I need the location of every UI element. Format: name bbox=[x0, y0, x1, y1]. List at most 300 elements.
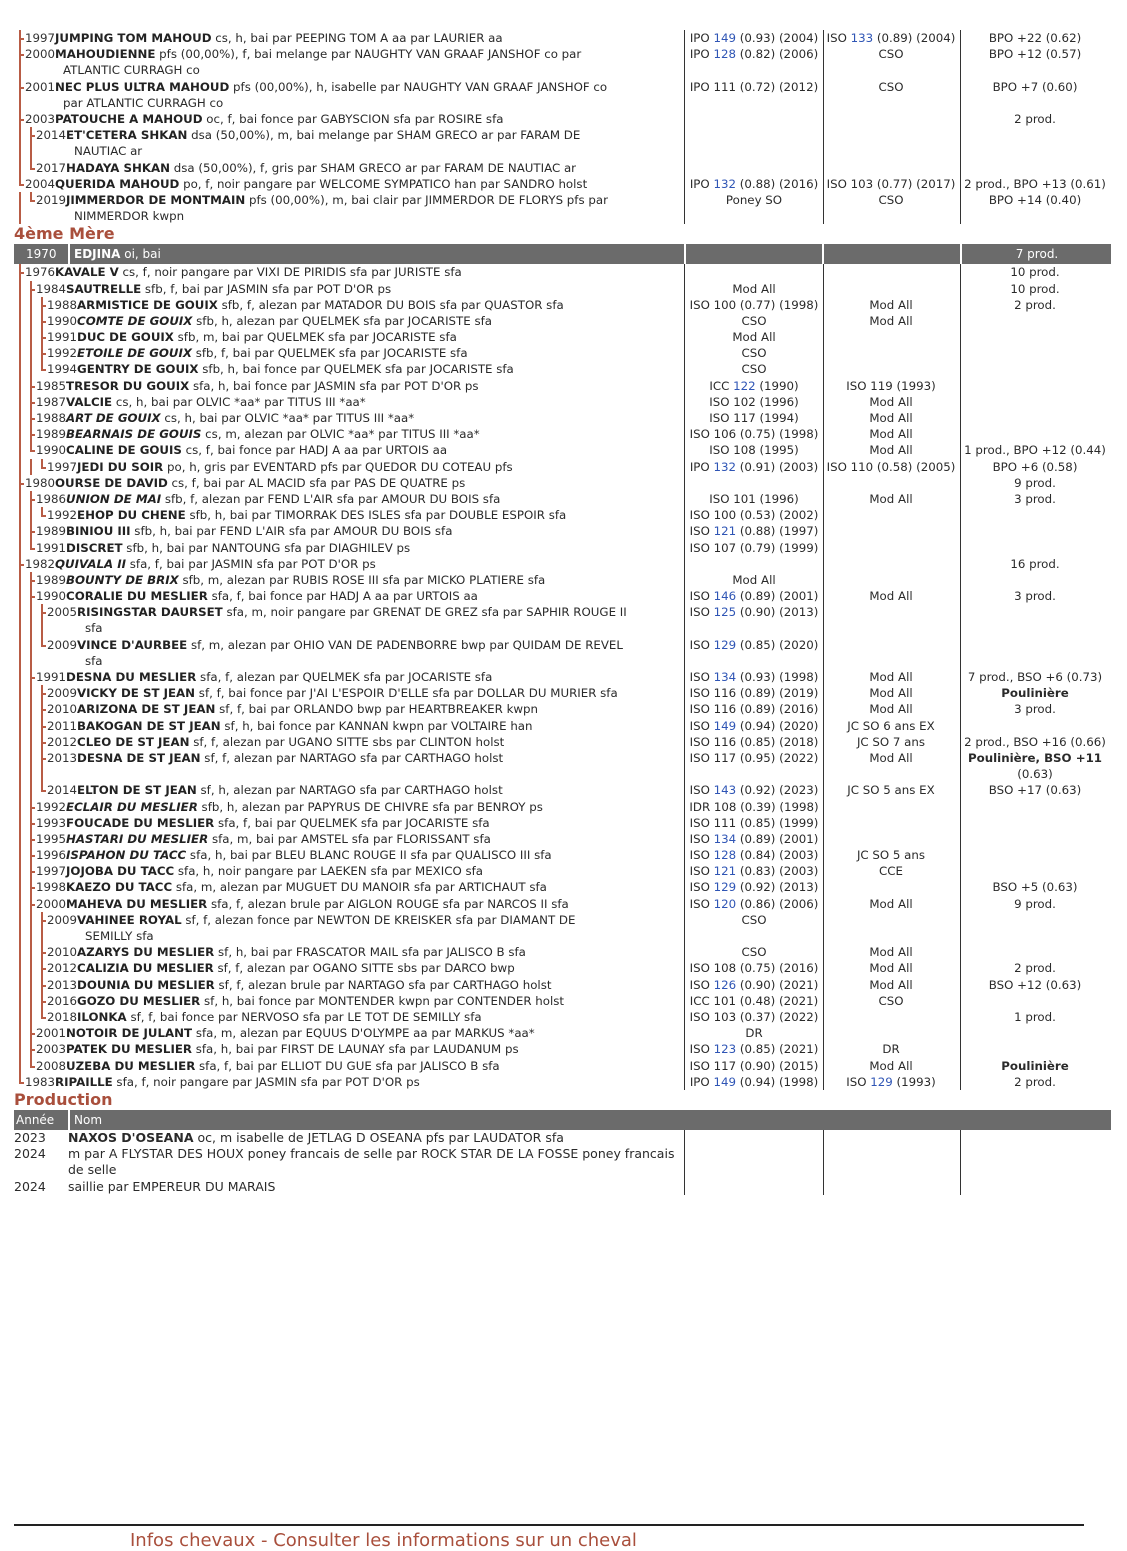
tree-vertical bbox=[30, 604, 32, 636]
pedigree-row bbox=[14, 192, 1111, 224]
mother-year: 1970 bbox=[26, 247, 57, 262]
horse-cell bbox=[14, 977, 682, 993]
discipline-label: Mod All bbox=[869, 702, 913, 717]
index-cell bbox=[684, 718, 824, 734]
horse-name: VICKY DE ST JEAN bbox=[77, 686, 196, 701]
production-cell bbox=[960, 896, 1110, 912]
tree-branch bbox=[41, 353, 46, 355]
index-label: ISO 100 (0.53) (2002) bbox=[689, 508, 819, 523]
tree-branch bbox=[19, 119, 24, 121]
pedigree-row bbox=[14, 111, 1111, 127]
birth-year: 1994 bbox=[47, 362, 78, 377]
production-summary: 7 prod., BSO +6 (0.73) bbox=[967, 670, 1103, 685]
tree-vertical bbox=[19, 127, 21, 159]
horse-name: ARMISTICE DE GOUIX bbox=[77, 297, 218, 312]
horse-line bbox=[47, 912, 575, 928]
production-cell bbox=[960, 176, 1110, 192]
horse-line bbox=[36, 281, 391, 297]
horse-description: pfs (00,00%), m, bai clair par JIMMERDOR DE FLORYS pfs par bbox=[245, 192, 608, 207]
production-cell bbox=[960, 127, 1110, 159]
birth-year: 1989 bbox=[36, 427, 67, 442]
birth-year: 2009 bbox=[47, 637, 78, 652]
horse-name: ECLAIR DU MESLIER bbox=[66, 799, 198, 814]
birth-year: 2003 bbox=[25, 111, 56, 126]
pedigree-row bbox=[14, 669, 1111, 685]
tree-vertical bbox=[19, 1041, 21, 1057]
index-label: ICC 101 (0.48) (2021) bbox=[689, 993, 819, 1008]
discipline-cell bbox=[822, 896, 961, 912]
index-detail: (0.90) (2013) bbox=[736, 605, 819, 620]
tree-vertical bbox=[19, 523, 21, 539]
horse-cell bbox=[14, 329, 682, 345]
tree-branch bbox=[41, 693, 46, 695]
discipline-label: Mod All bbox=[869, 961, 913, 976]
horse-description: sf, f, alezan par UGANO SITTE sbs par CLINTON holst bbox=[189, 734, 505, 749]
production-cell bbox=[960, 831, 1110, 847]
production-cell bbox=[960, 782, 1110, 798]
horse-description: cs, f, bai fonce par HADJ A aa par URTOIS aa bbox=[181, 443, 448, 458]
tree-vertical bbox=[19, 960, 21, 976]
tree-vertical bbox=[19, 192, 21, 224]
mother-header bbox=[14, 244, 1111, 264]
birth-year: 2001 bbox=[36, 1026, 67, 1041]
horse-description: dsa (50,00%), f, gris par SHAM GRECO ar par FARAM DE NAUTIAC ar bbox=[170, 160, 577, 175]
tree-vertical bbox=[19, 1058, 21, 1074]
horse-name: BOUNTY DE BRIX bbox=[66, 572, 179, 587]
discipline-label: JC SO 7 ans bbox=[856, 734, 926, 749]
pedigree-row bbox=[14, 799, 1111, 815]
tree-vertical bbox=[19, 329, 21, 345]
index-cell bbox=[684, 604, 824, 636]
index-label: ISO 116 (0.89) (2016) bbox=[689, 702, 819, 717]
horse-description: cs, m, alezan par OLVIC *aa* par TITUS III *aa* bbox=[201, 427, 480, 442]
discipline-cell bbox=[822, 192, 961, 224]
horse-description: sfa, m, bai par AMSTEL sfa par FLORISSANT sfa bbox=[208, 831, 491, 846]
horse-cell bbox=[14, 896, 682, 912]
horse-cell bbox=[14, 1058, 682, 1074]
horse-cell bbox=[14, 192, 682, 224]
index-label: ISO bbox=[689, 783, 714, 798]
section-title-production: Production bbox=[14, 1089, 113, 1109]
discipline-label: JC SO 5 ans bbox=[856, 848, 926, 863]
index-cell bbox=[684, 685, 824, 701]
tree-branch bbox=[30, 887, 35, 889]
discipline-cell bbox=[822, 977, 961, 993]
birth-year: 2011 bbox=[47, 718, 78, 733]
production-cell bbox=[960, 1058, 1110, 1074]
tree-vertical bbox=[30, 507, 32, 523]
tree-branch bbox=[30, 386, 35, 388]
horse-description-continued: NIMMERDOR kwpn bbox=[74, 209, 185, 224]
horse-name: RIPAILLE bbox=[55, 1074, 113, 1089]
horse-name: RISINGSTAR DAURSET bbox=[77, 605, 223, 620]
tree-branch bbox=[41, 337, 46, 339]
tree-vertical bbox=[30, 345, 32, 361]
index-cell bbox=[684, 1009, 824, 1025]
discipline-detail: (0.89) (2004) bbox=[873, 31, 956, 45]
production-summary: BSO +17 (0.63) bbox=[988, 783, 1082, 798]
index-detail: (0.89) (2001) bbox=[736, 589, 819, 604]
pedigree-row bbox=[14, 281, 1111, 297]
horse-description: sfb, f, bai par JASMIN sfa par POT D'OR ps bbox=[141, 281, 392, 296]
horse-description: sfa, m, alezan par EQUUS D'OLYMPE aa par MARKUS *aa* bbox=[192, 1026, 535, 1041]
horse-name: GOZO DU MESLIER bbox=[77, 993, 201, 1008]
tree-vertical bbox=[19, 847, 21, 863]
horse-cell bbox=[14, 588, 682, 604]
pedigree-row bbox=[14, 847, 1111, 863]
horse-cell bbox=[14, 637, 682, 669]
tree-branch bbox=[19, 87, 24, 89]
horse-description: cs, h, bai par OLVIC *aa* par TITUS III *aa* bbox=[112, 394, 366, 409]
horse-cell bbox=[14, 127, 682, 159]
discipline-cell bbox=[822, 993, 961, 1009]
horse-description: sf, h, bai par FRASCATOR MAIL sfa par JALISCO B sfa bbox=[214, 945, 526, 960]
birth-year: 1997 bbox=[25, 31, 56, 45]
tree-branch bbox=[41, 369, 46, 371]
production-cell bbox=[960, 977, 1110, 993]
horse-description: sfa, m, noir pangare par GRENAT DE GREZ sfa par SAPHIR ROUGE II bbox=[222, 605, 627, 620]
discipline-cell bbox=[822, 540, 961, 556]
pedigree-row bbox=[14, 79, 1111, 111]
tree-branch bbox=[41, 305, 46, 307]
index-cell bbox=[684, 669, 824, 685]
index-detail: (0.92) (2013) bbox=[736, 880, 819, 895]
index-cell bbox=[684, 588, 824, 604]
birth-year: 2001 bbox=[25, 79, 56, 94]
discipline-cell bbox=[822, 556, 961, 572]
tree-vertical bbox=[30, 944, 32, 960]
tree-vertical bbox=[19, 815, 21, 831]
tree-branch bbox=[30, 531, 35, 533]
production-cell bbox=[960, 588, 1110, 604]
discipline-label: Mod All bbox=[869, 977, 913, 992]
index-value: 129 bbox=[713, 880, 737, 895]
horse-name: CALIZIA DU MESLIER bbox=[77, 961, 214, 976]
horse-cell bbox=[14, 46, 682, 78]
horse-description: sfb, h, alezan par PAPYRUS DE CHIVRE sfa par BENROY ps bbox=[197, 799, 543, 814]
horse-line bbox=[47, 750, 503, 766]
pedigree-row bbox=[14, 782, 1111, 798]
tree-vertical bbox=[19, 782, 21, 798]
index-cell bbox=[684, 264, 824, 280]
discipline-cell bbox=[822, 879, 961, 895]
birth-year: 2003 bbox=[36, 1042, 67, 1057]
tree-vertical bbox=[30, 361, 32, 377]
horse-name: CALINE DE GOUIS bbox=[66, 443, 182, 458]
production-cell bbox=[960, 734, 1110, 750]
horse-line bbox=[47, 361, 514, 377]
index-detail: (0.93) (1998) bbox=[736, 670, 819, 685]
index-cell bbox=[684, 977, 824, 993]
index-cell bbox=[684, 378, 824, 394]
index-cell bbox=[684, 475, 824, 491]
birth-year: 1995 bbox=[36, 831, 67, 846]
horse-line bbox=[47, 297, 564, 313]
index-cell bbox=[684, 176, 824, 192]
tree-branch bbox=[30, 402, 35, 404]
horse-line bbox=[36, 394, 366, 410]
horse-description: sf, f, alezan par OGANO SITTE sbs par DARCO bwp bbox=[213, 961, 515, 976]
production-summary: 10 prod. bbox=[1010, 281, 1060, 296]
horse-description: sfb, h, bai par TIMORRAK DES ISLES sfa par DOUBLE ESPOIR sfa bbox=[185, 508, 567, 523]
index-cell bbox=[684, 993, 824, 1009]
discipline-cell bbox=[822, 127, 961, 159]
discipline-cell bbox=[822, 1009, 961, 1025]
index-label: IDR 108 (0.39) (1998) bbox=[689, 799, 819, 814]
index-cell bbox=[684, 637, 824, 669]
tree-branch bbox=[19, 54, 24, 56]
production-cell bbox=[960, 847, 1110, 863]
pedigree-row bbox=[14, 491, 1111, 507]
production-cell bbox=[960, 701, 1110, 717]
production-cell bbox=[960, 1041, 1110, 1057]
horse-name: VAHINEE ROYAL bbox=[77, 912, 182, 927]
index-label: ISO bbox=[689, 896, 714, 911]
tree-vertical bbox=[19, 734, 21, 750]
horse-description: sfb, h, alezan par QUELMEK sfa par JOCARISTE sfa bbox=[192, 313, 492, 328]
horse-cell bbox=[14, 394, 682, 410]
discipline-label: Mod All bbox=[869, 443, 913, 458]
discipline-cell bbox=[822, 1058, 961, 1074]
tree-branch bbox=[41, 321, 46, 323]
horse-line bbox=[36, 572, 545, 588]
horse-description: sf, m, alezan par OHIO VAN DE PADENBORRE bwp par QUIDAM DE REVEL bbox=[187, 637, 623, 652]
tree-branch bbox=[30, 548, 35, 550]
tree-vertical bbox=[30, 960, 32, 976]
production-summary: 2 prod. bbox=[1014, 1074, 1056, 1089]
horse-line bbox=[36, 863, 483, 879]
production-detail: saillie par EMPEREUR DU MARAIS bbox=[68, 1178, 276, 1194]
birth-year: 1998 bbox=[36, 880, 67, 895]
pedigree-row bbox=[14, 329, 1111, 345]
tree-vertical bbox=[19, 863, 21, 879]
horse-name: PATEK DU MESLIER bbox=[66, 1042, 192, 1057]
index-label: ISO 117 (0.90) (2015) bbox=[689, 1058, 819, 1073]
mother-name-cell bbox=[68, 244, 684, 264]
horse-name: JOJOBA DU TACC bbox=[66, 864, 175, 879]
birth-year: 1993 bbox=[36, 815, 67, 830]
horse-description: sfa, f, alezan par QUELMEK sfa par JOCARISTE sfa bbox=[196, 670, 493, 685]
tree-vertical bbox=[19, 637, 21, 669]
index-label: ISO 107 (0.79) (1999) bbox=[689, 540, 819, 555]
tree-vertical bbox=[19, 896, 21, 912]
index-value: 149 bbox=[713, 31, 736, 45]
discipline-cell bbox=[822, 831, 961, 847]
production-summary: BPO +14 (0.40) bbox=[988, 192, 1082, 207]
production-summary: Poulinière bbox=[1001, 686, 1069, 701]
horse-description: sfb, m, bai par QUELMEK sfa par JOCARISTE sfa bbox=[173, 330, 457, 345]
index-label: ISO 111 (0.85) (1999) bbox=[689, 815, 819, 830]
production-cell bbox=[960, 944, 1110, 960]
tree-branch bbox=[30, 1066, 35, 1068]
discipline-cell bbox=[822, 637, 961, 669]
tree-vertical bbox=[30, 701, 32, 717]
pedigree-row bbox=[14, 523, 1111, 539]
horse-cell bbox=[14, 1025, 682, 1041]
horse-cell bbox=[14, 993, 682, 1009]
index-cell bbox=[684, 394, 824, 410]
horse-description-continued: SEMILLY sfa bbox=[85, 929, 154, 944]
index-detail: (0.82) (2006) bbox=[735, 47, 819, 62]
tree-branch bbox=[30, 499, 35, 501]
index-cell bbox=[684, 361, 824, 377]
tree-branch bbox=[30, 434, 35, 436]
horse-cell bbox=[14, 879, 682, 895]
horse-cell bbox=[14, 734, 682, 750]
tree-vertical bbox=[19, 701, 21, 717]
pedigree-row bbox=[14, 442, 1111, 458]
horse-description: sf, f, alezan brule par NARTAGO sfa par CARTHAGO holst bbox=[214, 977, 552, 992]
horse-description: sf, f, bai fonce par J'AI L'ESPOIR D'ELLE sfa par DOLLAR DU MURIER sfa bbox=[195, 686, 618, 701]
pedigree-row bbox=[14, 944, 1111, 960]
index-label: ICC bbox=[709, 378, 734, 393]
horse-cell bbox=[14, 1041, 682, 1057]
pedigree-row bbox=[14, 977, 1111, 993]
production-year: 2023 bbox=[14, 1129, 46, 1145]
pedigree-row bbox=[14, 863, 1111, 879]
horse-description-continued: sfa bbox=[85, 653, 103, 668]
horse-cell bbox=[14, 750, 682, 782]
horse-name: JEDI DU SOIR bbox=[77, 459, 164, 474]
discipline-value: 133 bbox=[850, 31, 874, 45]
discipline-label: Mod All bbox=[869, 313, 913, 328]
pedigree-row bbox=[14, 815, 1111, 831]
production-description bbox=[68, 1146, 678, 1178]
index-cell bbox=[684, 750, 824, 782]
horse-name: DOUNIA DU MESLIER bbox=[77, 977, 215, 992]
production-cell bbox=[960, 604, 1110, 636]
production-row bbox=[14, 1146, 1111, 1178]
tree-vertical bbox=[30, 750, 32, 782]
horse-name: TRESOR DU GOUIX bbox=[66, 378, 190, 393]
horse-line bbox=[36, 442, 447, 458]
birth-year: 1997 bbox=[47, 459, 78, 474]
index-cell bbox=[684, 1058, 824, 1074]
horse-cell bbox=[14, 176, 682, 192]
birth-year: 2018 bbox=[47, 1010, 78, 1024]
index-value: 121 bbox=[713, 524, 737, 539]
pedigree-row bbox=[14, 459, 1111, 475]
horse-name: DESNA DE ST JEAN bbox=[77, 750, 201, 765]
birth-year: 1989 bbox=[36, 524, 67, 539]
horse-line bbox=[47, 459, 513, 475]
tree-vertical bbox=[19, 669, 21, 685]
index-detail: (0.93) (2004) bbox=[735, 31, 819, 45]
discipline-cell bbox=[822, 604, 961, 636]
birth-year: 1983 bbox=[25, 1074, 56, 1089]
production-cell bbox=[960, 410, 1110, 426]
production-cell bbox=[960, 160, 1110, 176]
birth-year: 1992 bbox=[36, 799, 67, 814]
tree-vertical bbox=[19, 604, 21, 636]
top-rows bbox=[14, 30, 1111, 224]
discipline-cell bbox=[822, 1041, 961, 1057]
production-summary: 3 prod. bbox=[1014, 589, 1056, 604]
horse-description: sfb, f, bai par QUELMEK sfa par JOCARISTE sfa bbox=[191, 346, 468, 361]
discipline-cell bbox=[822, 459, 961, 475]
horse-cell bbox=[14, 944, 682, 960]
horse-cell bbox=[14, 264, 682, 280]
tree-vertical bbox=[19, 993, 21, 1009]
tree-branch bbox=[41, 968, 46, 970]
horse-description: sfb, m, alezan par RUBIS ROSE III sfa par MICKO PLATIERE sfa bbox=[178, 572, 546, 587]
production-cell bbox=[960, 718, 1110, 734]
production-row bbox=[14, 1130, 1111, 1146]
horse-line bbox=[36, 410, 414, 426]
horse-name: VINCE D'AURBEE bbox=[77, 637, 188, 652]
horse-cell bbox=[14, 572, 682, 588]
production-cell bbox=[960, 912, 1110, 944]
tree-vertical bbox=[19, 912, 21, 944]
index-label: ISO bbox=[689, 718, 714, 733]
index-label: ISO 101 (1996) bbox=[709, 491, 799, 506]
horse-name: PATOUCHE A MAHOUD bbox=[55, 111, 203, 126]
horse-description: sfa, f, bai par QUELMEK sfa par JOCARISTE sfa bbox=[214, 815, 490, 830]
discipline-label: JC SO 5 ans EX bbox=[847, 783, 935, 798]
tree-vertical bbox=[19, 718, 21, 734]
horse-line bbox=[47, 345, 468, 361]
discipline-label: Mod All bbox=[869, 750, 913, 765]
tree-branch bbox=[41, 758, 46, 760]
tree-vertical bbox=[19, 799, 21, 815]
pedigree-row bbox=[14, 896, 1111, 912]
horse-name: ARIZONA DE ST JEAN bbox=[77, 702, 216, 717]
horse-cell bbox=[14, 79, 682, 111]
index-value: 134 bbox=[713, 831, 737, 846]
birth-year: 2008 bbox=[36, 1058, 67, 1073]
production-summary: Poulinière, BSO +11 bbox=[967, 750, 1102, 765]
horse-description: cs, f, bai par AL MACID sfa par PAS DE QUATRE ps bbox=[167, 475, 466, 490]
discipline-cell bbox=[822, 160, 961, 176]
pedigree-row bbox=[14, 394, 1111, 410]
birth-year: 2017 bbox=[36, 160, 67, 175]
index-label: CSO bbox=[741, 912, 767, 927]
index-label: ISO 116 (0.85) (2018) bbox=[689, 734, 819, 749]
discipline-label: Mod All bbox=[869, 896, 913, 911]
horse-name: VALCIE bbox=[66, 394, 113, 409]
tree-vertical bbox=[19, 588, 21, 604]
index-label: ISO bbox=[689, 524, 714, 539]
horse-name: AZARYS DU MESLIER bbox=[77, 945, 215, 960]
production-cell bbox=[960, 442, 1110, 458]
tree-vertical bbox=[19, 540, 21, 556]
index-cell bbox=[684, 297, 824, 313]
footer-link[interactable]: Infos chevaux - Consulter les informations sur un cheval bbox=[130, 1530, 637, 1551]
index-label: ISO bbox=[689, 589, 714, 604]
tree-branch bbox=[41, 952, 46, 954]
discipline-cell bbox=[822, 960, 961, 976]
index-cell bbox=[684, 345, 824, 361]
production-summary: 2 prod., BSO +16 (0.66) bbox=[964, 734, 1106, 749]
tree-branch bbox=[30, 580, 35, 582]
tree-vertical bbox=[19, 831, 21, 847]
index-label: ISO 108 (1995) bbox=[709, 443, 799, 458]
horse-cell bbox=[14, 912, 682, 944]
index-cell bbox=[684, 572, 824, 588]
production-cell bbox=[960, 378, 1110, 394]
discipline-cell bbox=[822, 30, 961, 46]
horse-name: FOUCADE DU MESLIER bbox=[66, 815, 215, 830]
discipline-cell bbox=[822, 426, 961, 442]
index-label: ISO 106 (0.75) (1998) bbox=[689, 427, 819, 442]
index-label: ISO bbox=[689, 977, 714, 992]
horse-line bbox=[36, 879, 547, 895]
index-value: 128 bbox=[713, 47, 736, 62]
pedigree-row bbox=[14, 1074, 1111, 1090]
horse-cell bbox=[14, 782, 682, 798]
horse-cell bbox=[14, 111, 682, 127]
tree-vertical bbox=[19, 572, 21, 588]
